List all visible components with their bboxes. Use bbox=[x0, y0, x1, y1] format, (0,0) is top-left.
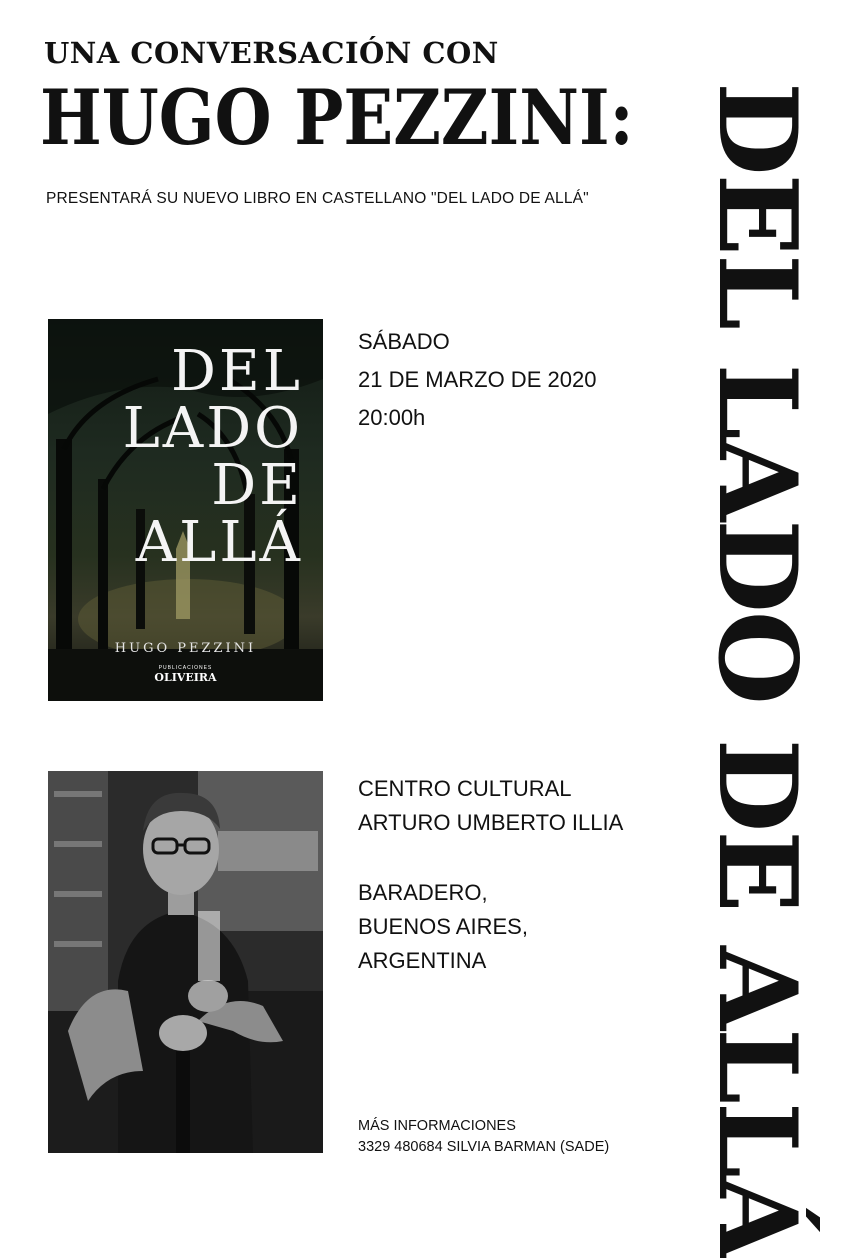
cover-author-name: HUGO PEZZINI bbox=[114, 641, 257, 656]
publisher-logo bbox=[48, 665, 323, 684]
author-photo bbox=[48, 771, 323, 1153]
venue-name-line-1: CENTRO CULTURAL bbox=[358, 776, 572, 801]
venue-province: BUENOS AIRES, bbox=[358, 914, 528, 939]
event-time: 20:00h bbox=[358, 405, 426, 430]
event-date: 21 DE MARZO DE 2020 bbox=[358, 367, 597, 392]
author-portrait-illustration bbox=[48, 771, 323, 1153]
venue-city: BARADERO, bbox=[358, 880, 488, 905]
cover-title-line: DEL bbox=[171, 339, 303, 404]
cover-title-line: LADO bbox=[122, 396, 303, 461]
vertical-title-container bbox=[694, 82, 820, 1258]
venue-name-line-2: ARTURO UMBERTO ILLIA bbox=[358, 810, 624, 835]
publisher-name: OLIVEIRA bbox=[154, 671, 217, 684]
book-cover bbox=[48, 319, 323, 701]
eyebrow-title: UNA CONVERSACIÓN CON bbox=[44, 36, 499, 70]
cover-title-line: ALLÁ bbox=[135, 510, 303, 575]
contact-label: MÁS INFORMACIONES bbox=[358, 1118, 516, 1134]
publisher-small-label: PUBLICACIONES bbox=[158, 665, 213, 671]
event-day: SÁBADO bbox=[358, 329, 450, 354]
headline-author-name: HUGO PEZZINI: bbox=[40, 73, 634, 162]
subtitle: PRESENTARÁ SU NUEVO LIBRO EN CASTELLANO "DEL LADO DE ALLÁ" bbox=[46, 190, 589, 207]
venue-info bbox=[358, 772, 623, 978]
cover-title-line: DE bbox=[211, 453, 303, 518]
venue-spacer bbox=[358, 840, 623, 876]
event-info bbox=[358, 323, 596, 437]
cover-title bbox=[122, 339, 303, 575]
contact-info bbox=[358, 1116, 609, 1158]
venue-country: ARGENTINA bbox=[358, 948, 487, 973]
contact-details: 3329 480684 SILVIA BARMAN (SADE) bbox=[358, 1139, 610, 1155]
vertical-book-title: DEL LADO DE ALLÁ bbox=[694, 82, 820, 1258]
